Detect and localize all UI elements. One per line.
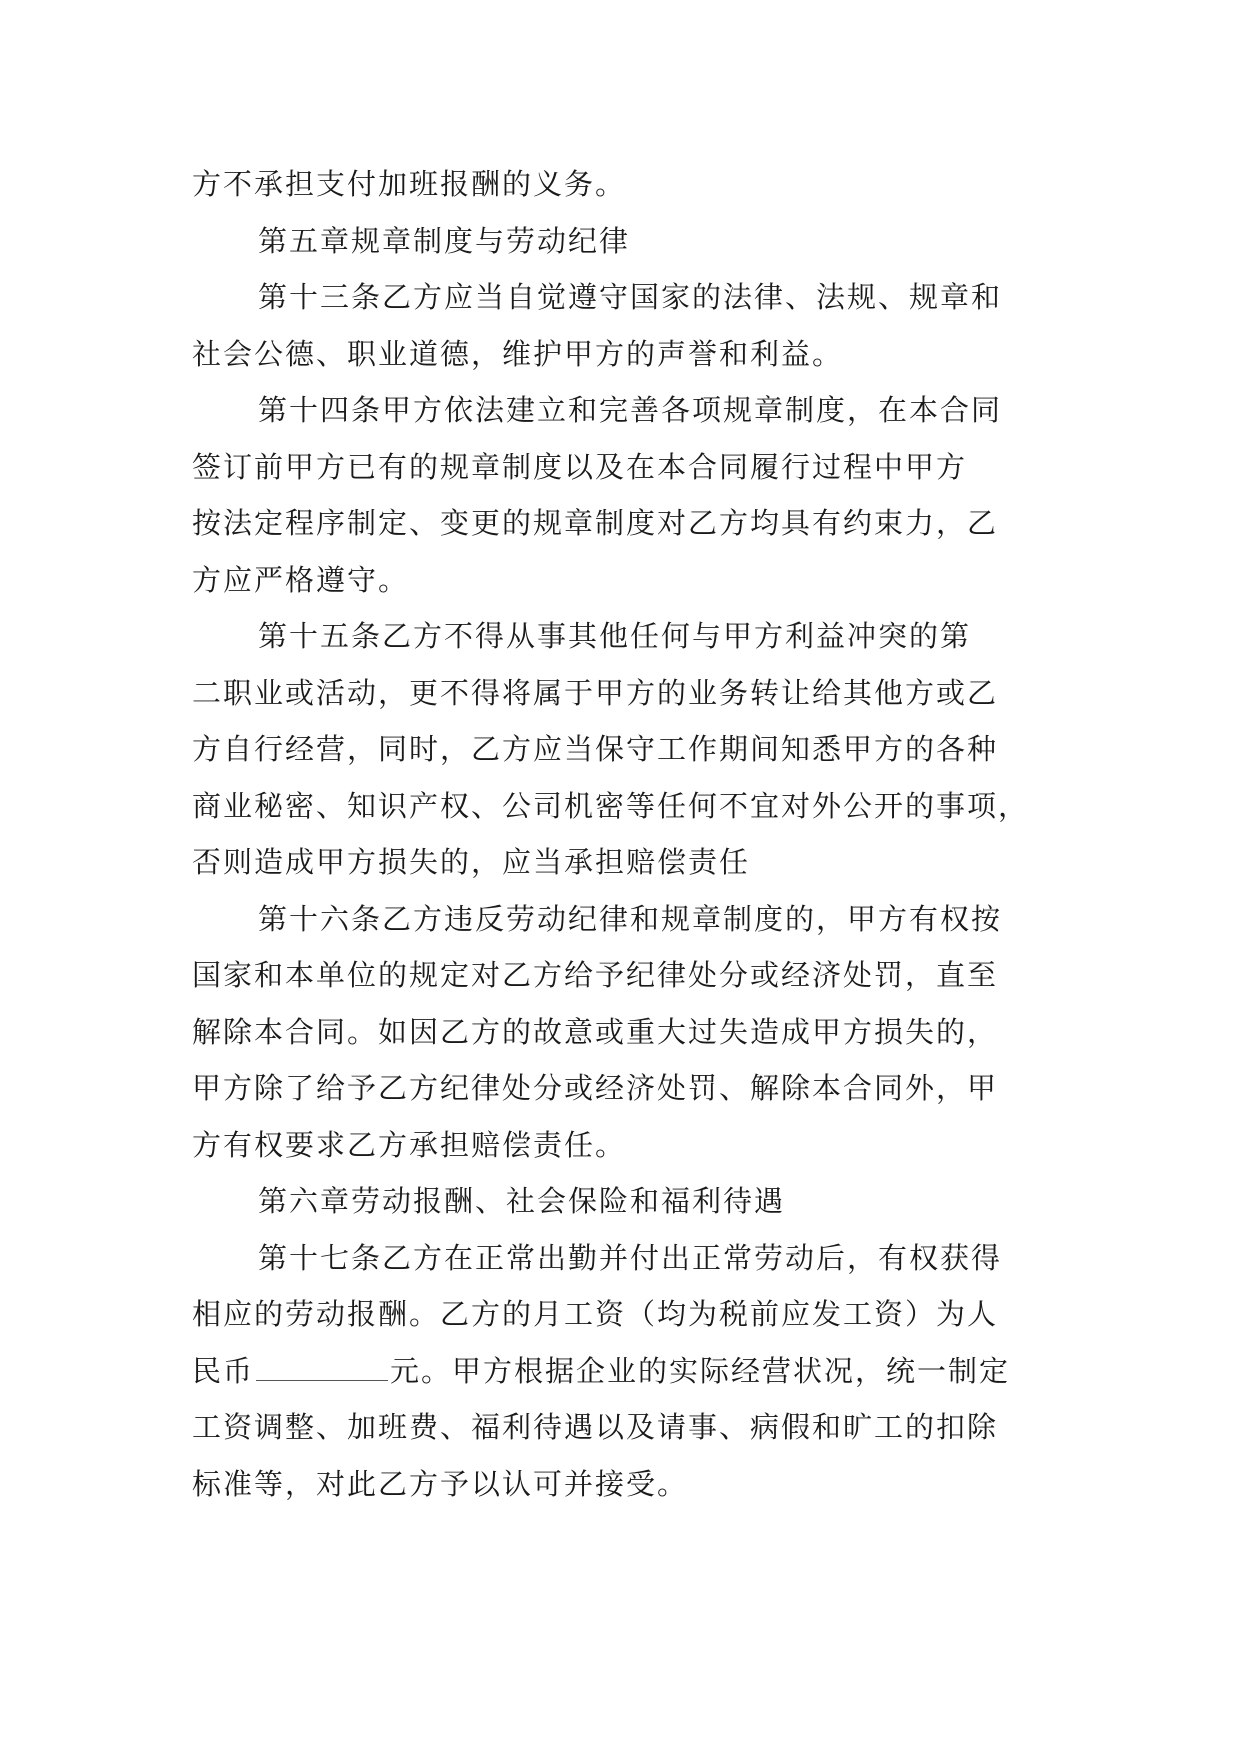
text-line: 方应严格遵守。 [192, 562, 410, 597]
chapter-heading: 第五章规章制度与劳动纪律 [258, 223, 631, 258]
text-line: 商业秘密、知识产权、公司机密等任何不宜对外公开的事项， [192, 788, 1030, 823]
text-line: 二职业或活动，更不得将属于甲方的业务转让给其他方或乙 [192, 675, 999, 710]
text-line: 甲方除了给予乙方纪律处分或经济处罚、解除本合同外，甲 [192, 1071, 999, 1105]
text-line: 方不承担支付加班报酬的义务。 [192, 167, 627, 201]
text-line: 相应的劳动报酬。乙方的月工资（均为税前应发工资）为人 [192, 1297, 999, 1331]
article-line: 第十七条乙方在正常出勤并付出正常劳动后，有权获得 [258, 1240, 1003, 1275]
text-line: 标准等，对此乙方予以认可并接受。 [192, 1466, 689, 1501]
text-line: 工资调整、加班费、福利待遇以及请事、病假和旷工的扣除 [192, 1410, 999, 1444]
text-line: 解除本合同。如因乙方的故意或重大过失造成甲方损失的， [192, 1014, 999, 1049]
salary-suffix: 元。甲方根据企业的实际经营状况，统一制定 [390, 1353, 1011, 1388]
salary-amount-blank[interactable] [256, 1354, 388, 1381]
text-line: 方有权要求乙方承担赔偿责任。 [192, 1127, 627, 1162]
article-line: 第十五条乙方不得从事其他任何与甲方利益冲突的第 [258, 619, 972, 653]
text-line: 方自行经营，同时，乙方应当保守工作期间知悉甲方的各种 [192, 732, 999, 766]
article-line: 第十四条甲方依法建立和完善各项规章制度，在本合同 [258, 393, 1003, 427]
chapter-heading: 第六章劳动报酬、社会保险和福利待遇 [258, 1184, 786, 1218]
article-line: 第十六条乙方违反劳动纪律和规章制度的，甲方有权按 [258, 901, 1003, 936]
text-line: 按法定程序制定、变更的规章制度对乙方均具有约束力，乙 [192, 506, 999, 540]
salary-prefix: 民币 [192, 1353, 255, 1388]
document-body [192, 156, 1050, 1512]
article-line: 第十三条乙方应当自觉遵守国家的法律、法规、规章和 [258, 280, 1003, 314]
text-line: 国家和本单位的规定对乙方给予纪律处分或经济处罚，直至 [192, 958, 999, 992]
salary-line [192, 1343, 1050, 1400]
text-line: 签订前甲方已有的规章制度以及在本合同履行过程中甲方 [192, 449, 968, 484]
text-line: 社会公德、职业道德，维护甲方的声誉和利益。 [192, 336, 844, 371]
text-line: 否则造成甲方损失的，应当承担赔偿责任 [192, 845, 751, 879]
